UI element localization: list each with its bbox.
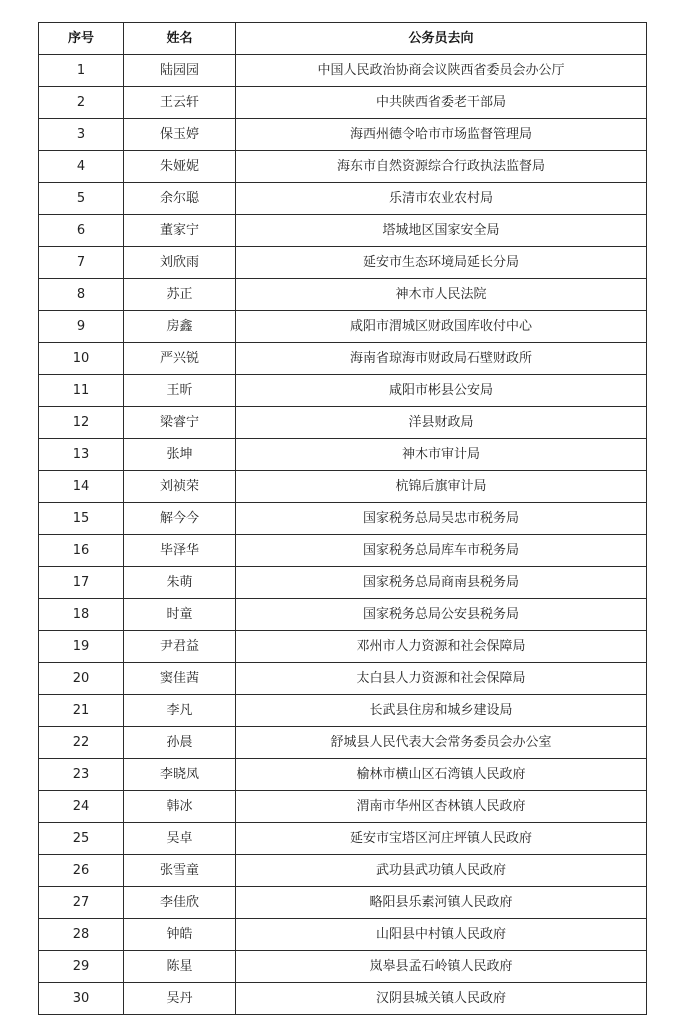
- cell-serial: 1: [39, 55, 124, 87]
- cell-serial: 8: [39, 279, 124, 311]
- table-row: [39, 279, 647, 311]
- cell-name: 董家宁: [124, 215, 236, 247]
- table-row: [39, 695, 647, 727]
- cell-name: 韩冰: [124, 791, 236, 823]
- table-row: [39, 183, 647, 215]
- cell-serial: 14: [39, 471, 124, 503]
- cell-name: 吴卓: [124, 823, 236, 855]
- table-row: [39, 343, 647, 375]
- table-row: [39, 119, 647, 151]
- cell-serial: 22: [39, 727, 124, 759]
- cell-serial: 24: [39, 791, 124, 823]
- cell-destination: 长武县住房和城乡建设局: [236, 695, 647, 727]
- cell-name: 窦佳茜: [124, 663, 236, 695]
- cell-name: 尹君益: [124, 631, 236, 663]
- table-row: [39, 951, 647, 983]
- cell-name: 李晓凤: [124, 759, 236, 791]
- cell-serial: 5: [39, 183, 124, 215]
- table-row: [39, 727, 647, 759]
- cell-destination: 渭南市华州区杏林镇人民政府: [236, 791, 647, 823]
- table-body: [39, 55, 647, 1015]
- cell-serial: 17: [39, 567, 124, 599]
- column-header-name: 姓名: [124, 23, 236, 55]
- cell-serial: 15: [39, 503, 124, 535]
- cell-name: 孙晨: [124, 727, 236, 759]
- table-row: [39, 599, 647, 631]
- cell-name: 张雪童: [124, 855, 236, 887]
- table-row: [39, 823, 647, 855]
- cell-name: 王昕: [124, 375, 236, 407]
- cell-serial: 25: [39, 823, 124, 855]
- cell-destination: 塔城地区国家安全局: [236, 215, 647, 247]
- cell-name: 李凡: [124, 695, 236, 727]
- table-row: [39, 55, 647, 87]
- table-row: [39, 887, 647, 919]
- cell-name: 保玉婷: [124, 119, 236, 151]
- cell-serial: 26: [39, 855, 124, 887]
- table-row: [39, 247, 647, 279]
- cell-name: 刘祯荣: [124, 471, 236, 503]
- cell-serial: 30: [39, 983, 124, 1015]
- cell-name: 陈星: [124, 951, 236, 983]
- cell-destination: 咸阳市渭城区财政国库收付中心: [236, 311, 647, 343]
- cell-serial: 13: [39, 439, 124, 471]
- cell-destination: 延安市宝塔区河庄坪镇人民政府: [236, 823, 647, 855]
- cell-destination: 略阳县乐素河镇人民政府: [236, 887, 647, 919]
- table-row: [39, 151, 647, 183]
- cell-destination: 榆林市横山区石湾镇人民政府: [236, 759, 647, 791]
- table-row: [39, 663, 647, 695]
- cell-serial: 12: [39, 407, 124, 439]
- table-header-row: [39, 23, 647, 55]
- table-row: [39, 471, 647, 503]
- cell-serial: 21: [39, 695, 124, 727]
- cell-serial: 9: [39, 311, 124, 343]
- cell-name: 钟皓: [124, 919, 236, 951]
- table-row: [39, 759, 647, 791]
- cell-destination: 武功县武功镇人民政府: [236, 855, 647, 887]
- cell-name: 余尔聪: [124, 183, 236, 215]
- cell-name: 朱娅妮: [124, 151, 236, 183]
- cell-name: 梁睿宁: [124, 407, 236, 439]
- table-row: [39, 215, 647, 247]
- table-row: [39, 855, 647, 887]
- table-row: [39, 983, 647, 1015]
- cell-serial: 18: [39, 599, 124, 631]
- column-header-destination: 公务员去向: [236, 23, 647, 55]
- cell-serial: 2: [39, 87, 124, 119]
- cell-destination: 国家税务总局库车市税务局: [236, 535, 647, 567]
- table-row: [39, 311, 647, 343]
- cell-destination: 汉阴县城关镇人民政府: [236, 983, 647, 1015]
- cell-serial: 28: [39, 919, 124, 951]
- cell-destination: 海南省琼海市财政局石壁财政所: [236, 343, 647, 375]
- cell-name: 张坤: [124, 439, 236, 471]
- cell-destination: 神木市人民法院: [236, 279, 647, 311]
- cell-destination: 海西州德令哈市市场监督管理局: [236, 119, 647, 151]
- cell-destination: 山阳县中村镇人民政府: [236, 919, 647, 951]
- cell-serial: 4: [39, 151, 124, 183]
- cell-destination: 洋县财政局: [236, 407, 647, 439]
- cell-name: 房鑫: [124, 311, 236, 343]
- cell-name: 严兴锐: [124, 343, 236, 375]
- table-row: [39, 791, 647, 823]
- column-header-serial: 序号: [39, 23, 124, 55]
- cell-name: 陆园园: [124, 55, 236, 87]
- cell-serial: 3: [39, 119, 124, 151]
- cell-serial: 6: [39, 215, 124, 247]
- cell-name: 吴丹: [124, 983, 236, 1015]
- civil-servant-table: [38, 22, 647, 1015]
- table-row: [39, 503, 647, 535]
- cell-serial: 10: [39, 343, 124, 375]
- table-row: [39, 567, 647, 599]
- cell-serial: 23: [39, 759, 124, 791]
- cell-destination: 中国人民政治协商会议陕西省委员会办公厅: [236, 55, 647, 87]
- table-row: [39, 87, 647, 119]
- cell-serial: 27: [39, 887, 124, 919]
- cell-destination: 舒城县人民代表大会常务委员会办公室: [236, 727, 647, 759]
- cell-serial: 20: [39, 663, 124, 695]
- cell-destination: 中共陕西省委老干部局: [236, 87, 647, 119]
- cell-destination: 岚皋县孟石岭镇人民政府: [236, 951, 647, 983]
- cell-name: 时童: [124, 599, 236, 631]
- cell-serial: 7: [39, 247, 124, 279]
- cell-name: 刘欣雨: [124, 247, 236, 279]
- cell-destination: 神木市审计局: [236, 439, 647, 471]
- cell-name: 苏正: [124, 279, 236, 311]
- table-row: [39, 375, 647, 407]
- table-row: [39, 919, 647, 951]
- cell-name: 毕泽华: [124, 535, 236, 567]
- table-row: [39, 407, 647, 439]
- cell-name: 朱萌: [124, 567, 236, 599]
- cell-serial: 29: [39, 951, 124, 983]
- cell-destination: 咸阳市彬县公安局: [236, 375, 647, 407]
- table-row: [39, 439, 647, 471]
- cell-destination: 杭锦后旗审计局: [236, 471, 647, 503]
- cell-serial: 16: [39, 535, 124, 567]
- cell-destination: 海东市自然资源综合行政执法监督局: [236, 151, 647, 183]
- cell-destination: 国家税务总局吴忠市税务局: [236, 503, 647, 535]
- table-row: [39, 535, 647, 567]
- cell-name: 李佳欣: [124, 887, 236, 919]
- cell-serial: 11: [39, 375, 124, 407]
- table-row: [39, 631, 647, 663]
- cell-name: 王云轩: [124, 87, 236, 119]
- cell-destination: 国家税务总局商南县税务局: [236, 567, 647, 599]
- cell-destination: 乐清市农业农村局: [236, 183, 647, 215]
- cell-destination: 国家税务总局公安县税务局: [236, 599, 647, 631]
- cell-name: 解今今: [124, 503, 236, 535]
- cell-destination: 邓州市人力资源和社会保障局: [236, 631, 647, 663]
- cell-destination: 延安市生态环境局延长分局: [236, 247, 647, 279]
- cell-destination: 太白县人力资源和社会保障局: [236, 663, 647, 695]
- cell-serial: 19: [39, 631, 124, 663]
